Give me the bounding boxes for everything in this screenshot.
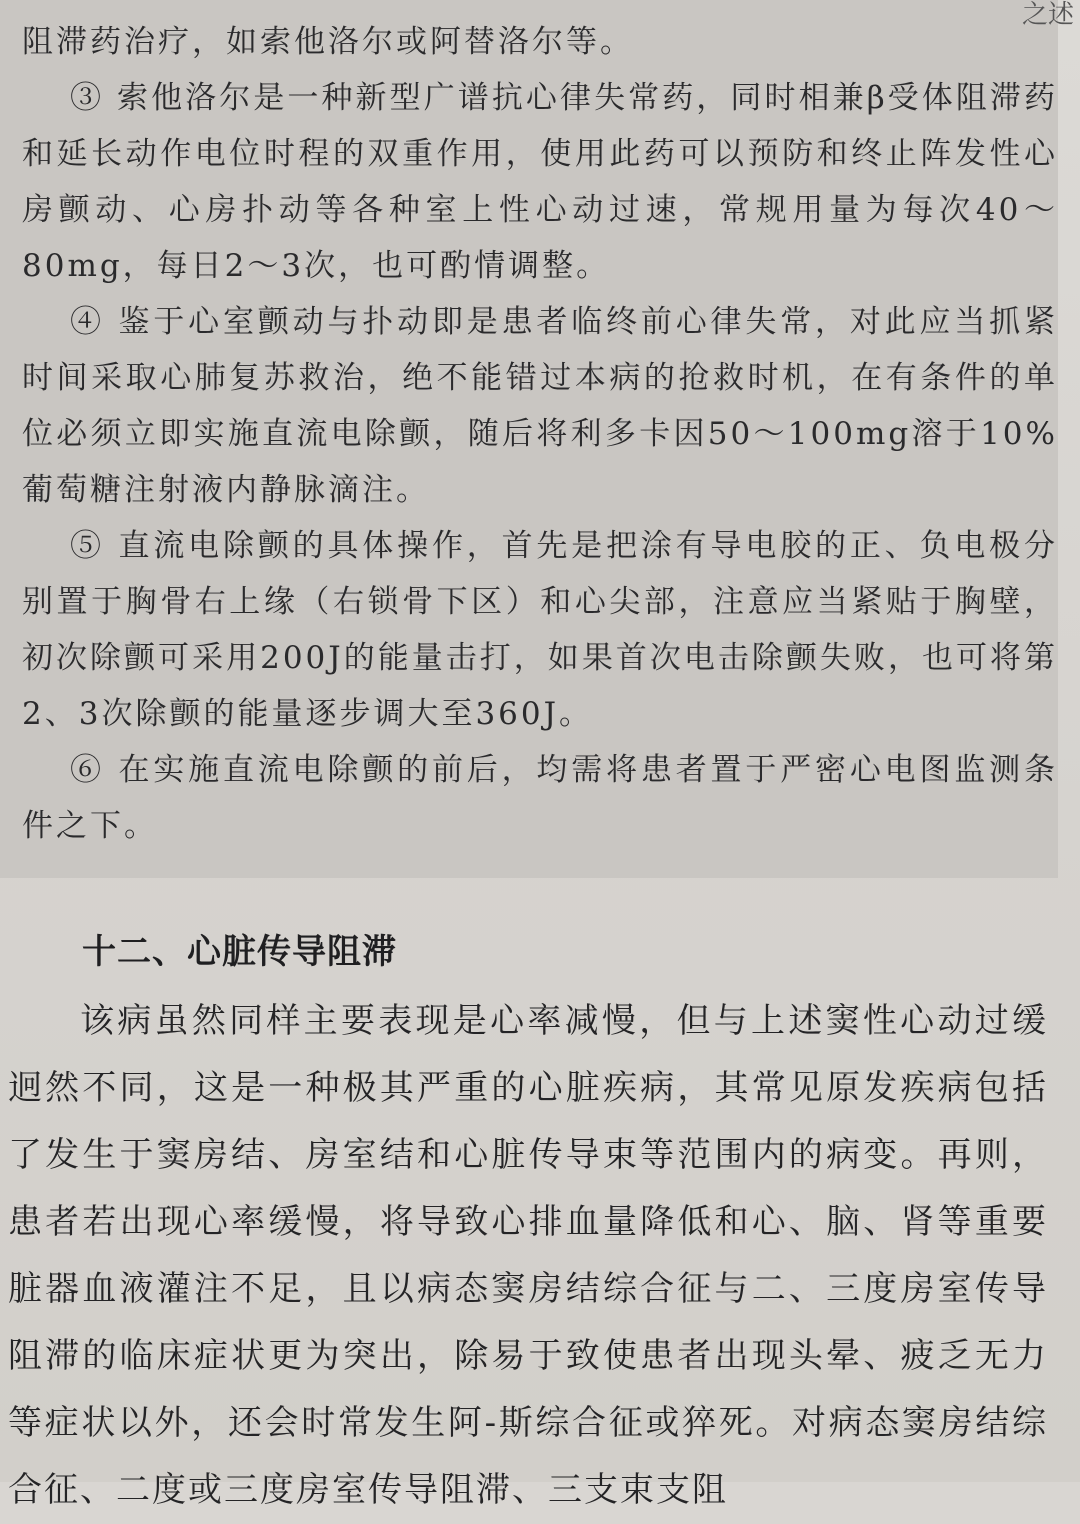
section-heading: 十二、心脏传导阻滞 — [82, 932, 397, 972]
box-paragraph-item-5: ⑤ 直流电除颤的具体操作，首先是把涂有导电胶的正、负电极分别置于胸骨右上缘（右锁骨下区）和心尖部，注意应当紧贴于胸壁，初次除颤可采用200J的能量击打，如果首次电击除颤失败，也可将第2、3次除颤的能量逐步调大至360J。 — [22, 528, 1058, 732]
box-paragraph-item-4: ④ 鉴于心室颤动与扑动即是患者临终前心律失常，对此应当抓紧时间采取心肺复苏救治，绝不能错过本病的抢救时机，在有条件的单位必须立即实施直流电除颤，随后将利多卡因50～100mg溶于10%葡萄糖注射液内静脉滴注。 — [22, 304, 1058, 508]
box-paragraph-continuation: 阻滞药治疗，如索他洛尔或阿替洛尔等。 — [22, 24, 634, 60]
box-paragraph-item-6: ⑥ 在实施直流电除颤的前后，均需将患者置于严密心电图监测条件之下。 — [22, 752, 1058, 844]
shaded-box-text — [22, 14, 1058, 854]
page-corner-mark: 之述 — [1021, 0, 1074, 30]
section-body-paragraph: 该病虽然同样主要表现是心率减慢，但与上述窦性心动过缓迥然不同，这是一种极其严重的心脏疾病，其常见原发疾病包括了发生于窦房结、房室结和心脏传导束等范围内的病变。再则，患者若出现心率缓慢，将导致心排血量降低和心、脑、肾等重要脏器血液灌注不足，且以病态窦房结综合征与二、三度房室传导阻滞的临床症状更为突出，除易于致使患者出现头晕、疲乏无力等症状以外，还会时常发生阿-斯综合征或猝死。对病态窦房结综合征、二度或三度房室传导阻滞、三支束支阻 — [8, 1001, 1048, 1510]
box-paragraph-item-3: ③ 索他洛尔是一种新型广谱抗心律失常药，同时相兼β受体阻滞药和延长动作电位时程的双重作用，使用此药可以预防和终止阵发性心房颤动、心房扑动等各种室上性心动过速，常规用量为每次40～80mg，每日2～3次，也可酌情调整。 — [22, 80, 1058, 284]
